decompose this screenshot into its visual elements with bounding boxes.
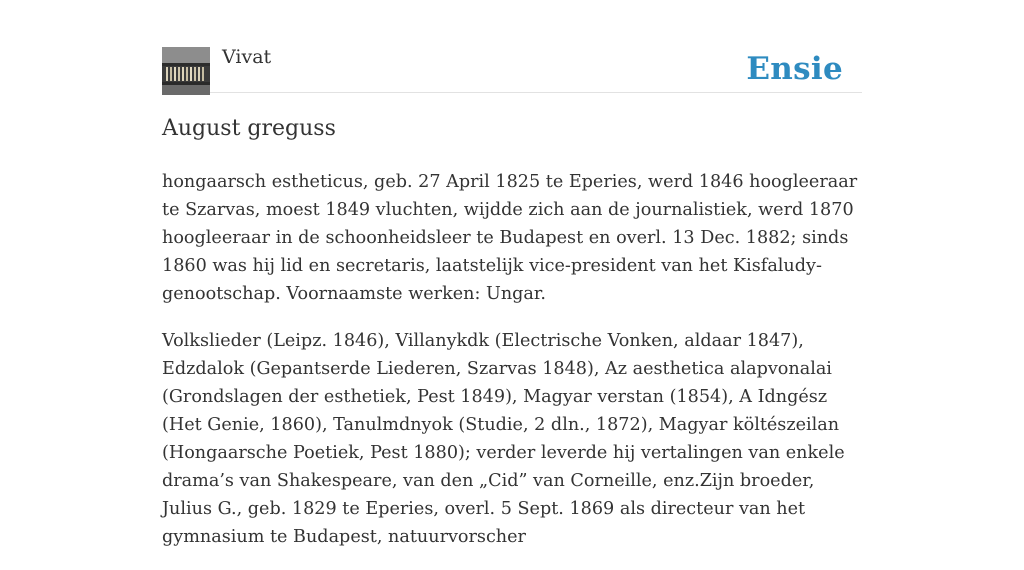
brand-logo[interactable]: Ensie	[746, 51, 843, 87]
bookshelf-icon	[162, 47, 210, 95]
article-paragraph: hongaarsch estheticus, geb. 27 April 1825 te Eperies, werd 1846 hoogleeraar te Szarvas, moest 1849 vluchten, wijdde zich aan de journalistiek, werd 1870 hoogleeraar in de schoonheidsleer te Budapest en overl. 13 Dec. 1882; sinds 1860 was hij lid en secretaris, laatstelijk vice-president van het Kisfaludy-genootschap. Voornaamste werken: Ungar.	[162, 172, 858, 304]
article-paragraph: Volkslieder (Leipz. 1846), Villanykdk (Electrische Vonken, aldaar 1847), Edzdalok (Gepantserde Liederen, Szarvas 1848), Az aesthetica alapvonalai (Grondslagen der esthetiek, Pest 1849), Magyar verstan (1854), A Idngész (Het Genie, 1860), Tanulmdnyok (Studie, 2 dln., 1872), Magyar költészeilan (Hongaarsche Poetiek, Pest 1880); verder leverde hij vertalingen van enkele drama’s van Shakespeare, van den „Cid” van Corneille, enz.Zijn broeder, Julius G., geb. 1829 te Eperies, overl. 5 Sept. 1869 als directeur van het gymnasium te Budapest, natuurvorscher	[162, 331, 845, 547]
page-container	[162, 0, 862, 547]
source-avatar[interactable]	[162, 47, 210, 95]
article-title: August greguss	[162, 116, 336, 141]
header	[162, 0, 862, 93]
article-body	[162, 168, 862, 570]
source-name[interactable]: Vivat	[222, 46, 272, 68]
